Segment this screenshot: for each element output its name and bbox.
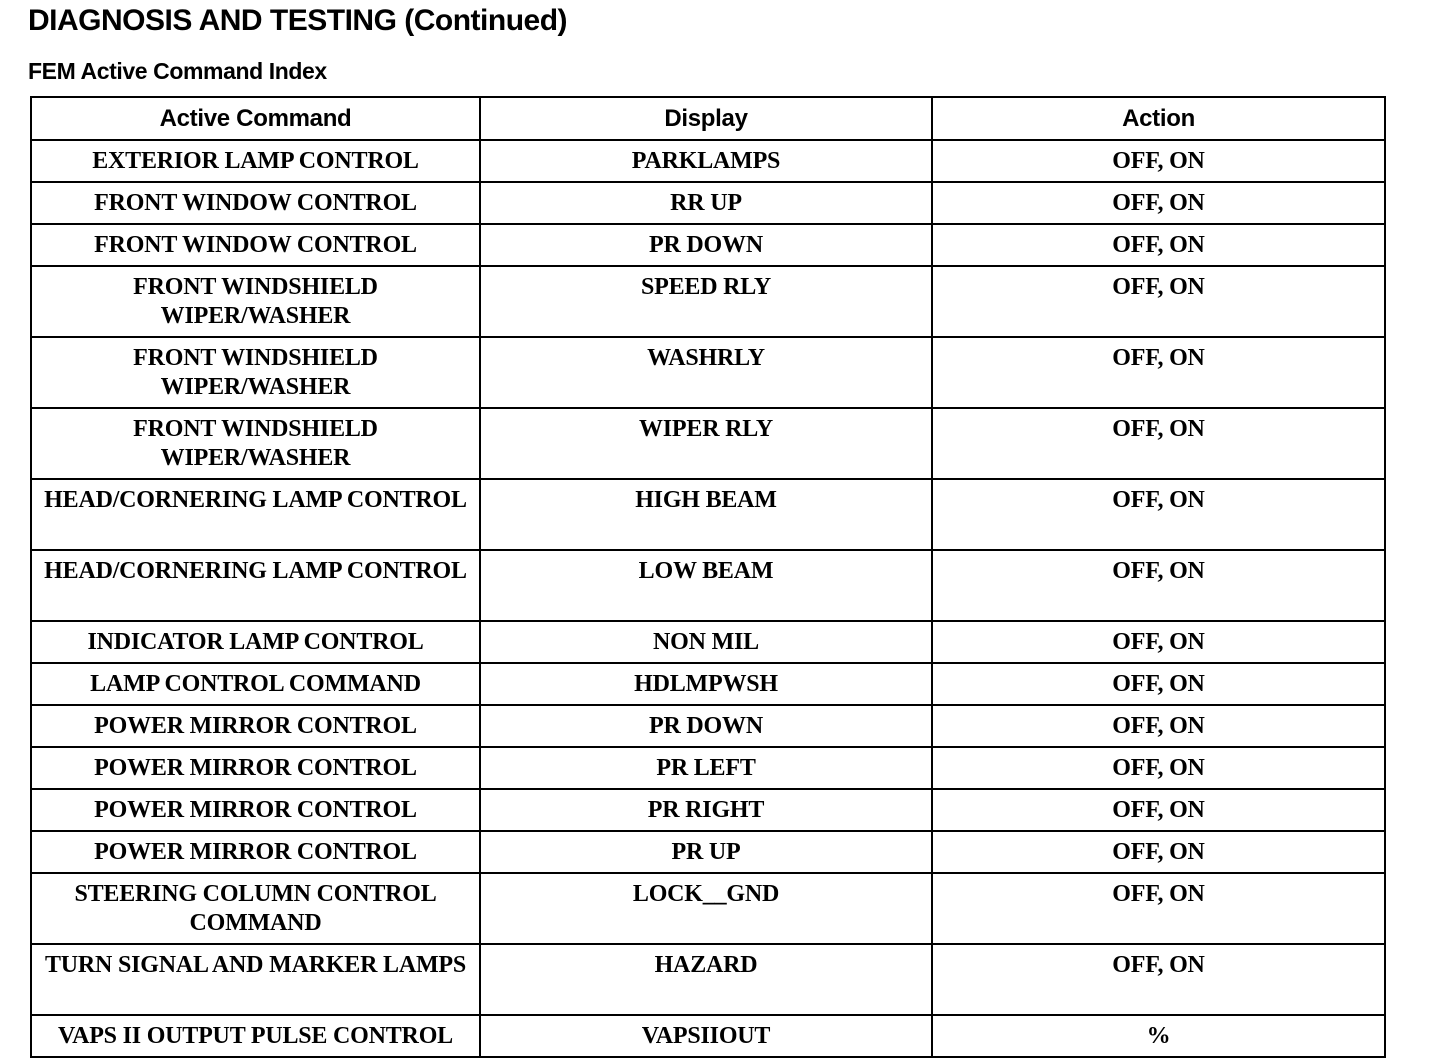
- display-cell: [480, 337, 932, 408]
- display-cell: [480, 873, 932, 944]
- action-cell: [932, 831, 1385, 873]
- display-cell: [480, 140, 932, 182]
- section-title: FEM Active Command Index: [28, 58, 327, 84]
- command-text: EXTERIOR LAMP CONTROL: [92, 148, 419, 174]
- table-row: [31, 224, 1385, 266]
- display-text: PR DOWN: [649, 713, 763, 739]
- display-text: RR UP: [670, 190, 742, 216]
- table-header-row: [31, 97, 1385, 140]
- command-cell: [31, 408, 480, 479]
- table-row: [31, 873, 1385, 944]
- display-text: HDLMPWSH: [634, 671, 778, 697]
- command-text: VAPS II OUTPUT PULSE CONTROL: [58, 1023, 453, 1049]
- table-row: [31, 789, 1385, 831]
- display-text: PR DOWN: [649, 232, 763, 258]
- table-row: [31, 479, 1385, 550]
- table-row: [31, 182, 1385, 224]
- command-cell: [31, 1015, 480, 1057]
- command-cell: [31, 944, 480, 1015]
- display-text: HIGH BEAM: [635, 487, 777, 513]
- command-text: FRONT WINDOW CONTROL: [94, 232, 417, 258]
- column-header-active-command: Active Command: [31, 97, 480, 140]
- action-text: OFF, ON: [1112, 881, 1205, 907]
- display-text: WIPER RLY: [638, 416, 773, 442]
- action-cell: [932, 550, 1385, 621]
- display-text: LOCK__GND: [632, 881, 780, 907]
- table-row: [31, 337, 1385, 408]
- table-row: [31, 140, 1385, 182]
- command-text: HEAD/CORNERING LAMP CONTROL: [44, 487, 467, 513]
- action-text: OFF, ON: [1112, 629, 1205, 655]
- command-text: STEERING COLUMN CONTROL COMMAND: [74, 881, 437, 936]
- command-text: POWER MIRROR CONTROL: [94, 755, 417, 781]
- display-cell: [480, 944, 932, 1015]
- action-cell: [932, 479, 1385, 550]
- command-cell: [31, 337, 480, 408]
- action-text: OFF, ON: [1112, 487, 1205, 513]
- command-cell: [31, 224, 480, 266]
- command-text: FRONT WINDOW CONTROL: [94, 190, 417, 216]
- display-cell: [480, 408, 932, 479]
- table-row: [31, 1015, 1385, 1057]
- table-row: [31, 663, 1385, 705]
- command-text: INDICATOR LAMP CONTROL: [87, 629, 424, 655]
- action-cell: [932, 182, 1385, 224]
- action-cell: [932, 1015, 1385, 1057]
- command-cell: [31, 873, 480, 944]
- table-row: [31, 266, 1385, 337]
- command-cell: [31, 621, 480, 663]
- display-cell: [480, 182, 932, 224]
- command-text: POWER MIRROR CONTROL: [94, 797, 417, 823]
- column-header-display: Display: [480, 97, 932, 140]
- display-text: NON MIL: [653, 629, 759, 655]
- action-text: OFF, ON: [1112, 671, 1205, 697]
- display-cell: [480, 266, 932, 337]
- display-cell: [480, 479, 932, 550]
- command-cell: [31, 550, 480, 621]
- action-text: OFF, ON: [1112, 190, 1205, 216]
- display-text: PR LEFT: [656, 755, 756, 781]
- display-cell: [480, 747, 932, 789]
- display-text: SPEED RLY: [640, 274, 772, 300]
- fem-active-command-table: [30, 96, 1386, 1058]
- table-row: [31, 944, 1385, 1015]
- command-cell: [31, 789, 480, 831]
- action-text: %: [1146, 1023, 1171, 1049]
- display-cell: [480, 1015, 932, 1057]
- action-text: OFF, ON: [1112, 952, 1205, 978]
- display-text: PR RIGHT: [647, 797, 765, 823]
- display-text: HAZARD: [654, 952, 758, 978]
- display-cell: [480, 663, 932, 705]
- display-cell: [480, 550, 932, 621]
- table-row: [31, 747, 1385, 789]
- command-text: HEAD/CORNERING LAMP CONTROL: [44, 558, 467, 584]
- command-cell: [31, 140, 480, 182]
- command-text: FRONT WINDSHIELD WIPER/WASHER: [133, 416, 378, 471]
- display-cell: [480, 705, 932, 747]
- action-cell: [932, 873, 1385, 944]
- display-text: PR UP: [671, 839, 741, 865]
- action-cell: [932, 621, 1385, 663]
- action-text: OFF, ON: [1112, 345, 1205, 371]
- display-text: LOW BEAM: [638, 558, 774, 584]
- action-text: OFF, ON: [1112, 148, 1205, 174]
- column-header-action: Action: [932, 97, 1385, 140]
- action-cell: [932, 944, 1385, 1015]
- command-cell: [31, 747, 480, 789]
- action-text: OFF, ON: [1112, 755, 1205, 781]
- action-text: OFF, ON: [1112, 274, 1205, 300]
- display-text: PARKLAMPS: [631, 148, 781, 174]
- display-cell: [480, 831, 932, 873]
- command-text: POWER MIRROR CONTROL: [94, 839, 417, 865]
- display-cell: [480, 621, 932, 663]
- table-row: [31, 621, 1385, 663]
- display-text: WASHRLY: [647, 345, 765, 371]
- action-text: OFF, ON: [1112, 416, 1205, 442]
- action-cell: [932, 140, 1385, 182]
- action-text: OFF, ON: [1112, 558, 1205, 584]
- command-text: FRONT WINDSHIELD WIPER/WASHER: [133, 274, 378, 329]
- table-row: [31, 831, 1385, 873]
- action-cell: [932, 705, 1385, 747]
- command-text: FRONT WINDSHIELD WIPER/WASHER: [133, 345, 378, 400]
- display-cell: [480, 224, 932, 266]
- command-text: LAMP CONTROL COMMAND: [90, 671, 421, 697]
- command-cell: [31, 663, 480, 705]
- display-cell: [480, 789, 932, 831]
- page-heading: DIAGNOSIS AND TESTING (Continued): [28, 4, 568, 37]
- command-cell: [31, 705, 480, 747]
- command-cell: [31, 182, 480, 224]
- action-cell: [932, 337, 1385, 408]
- action-text: OFF, ON: [1112, 232, 1205, 258]
- action-text: OFF, ON: [1112, 713, 1205, 739]
- command-text: TURN SIGNAL AND MARKER LAMPS: [44, 952, 467, 978]
- action-cell: [932, 224, 1385, 266]
- display-text: VAPSIIOUT: [641, 1023, 771, 1049]
- command-cell: [31, 266, 480, 337]
- action-text: OFF, ON: [1112, 839, 1205, 865]
- table-row: [31, 408, 1385, 479]
- action-cell: [932, 747, 1385, 789]
- table-row: [31, 705, 1385, 747]
- command-text: POWER MIRROR CONTROL: [94, 713, 417, 739]
- action-cell: [932, 408, 1385, 479]
- table-row: [31, 550, 1385, 621]
- action-cell: [932, 663, 1385, 705]
- action-cell: [932, 266, 1385, 337]
- command-cell: [31, 479, 480, 550]
- action-cell: [932, 789, 1385, 831]
- action-text: OFF, ON: [1112, 797, 1205, 823]
- command-cell: [31, 831, 480, 873]
